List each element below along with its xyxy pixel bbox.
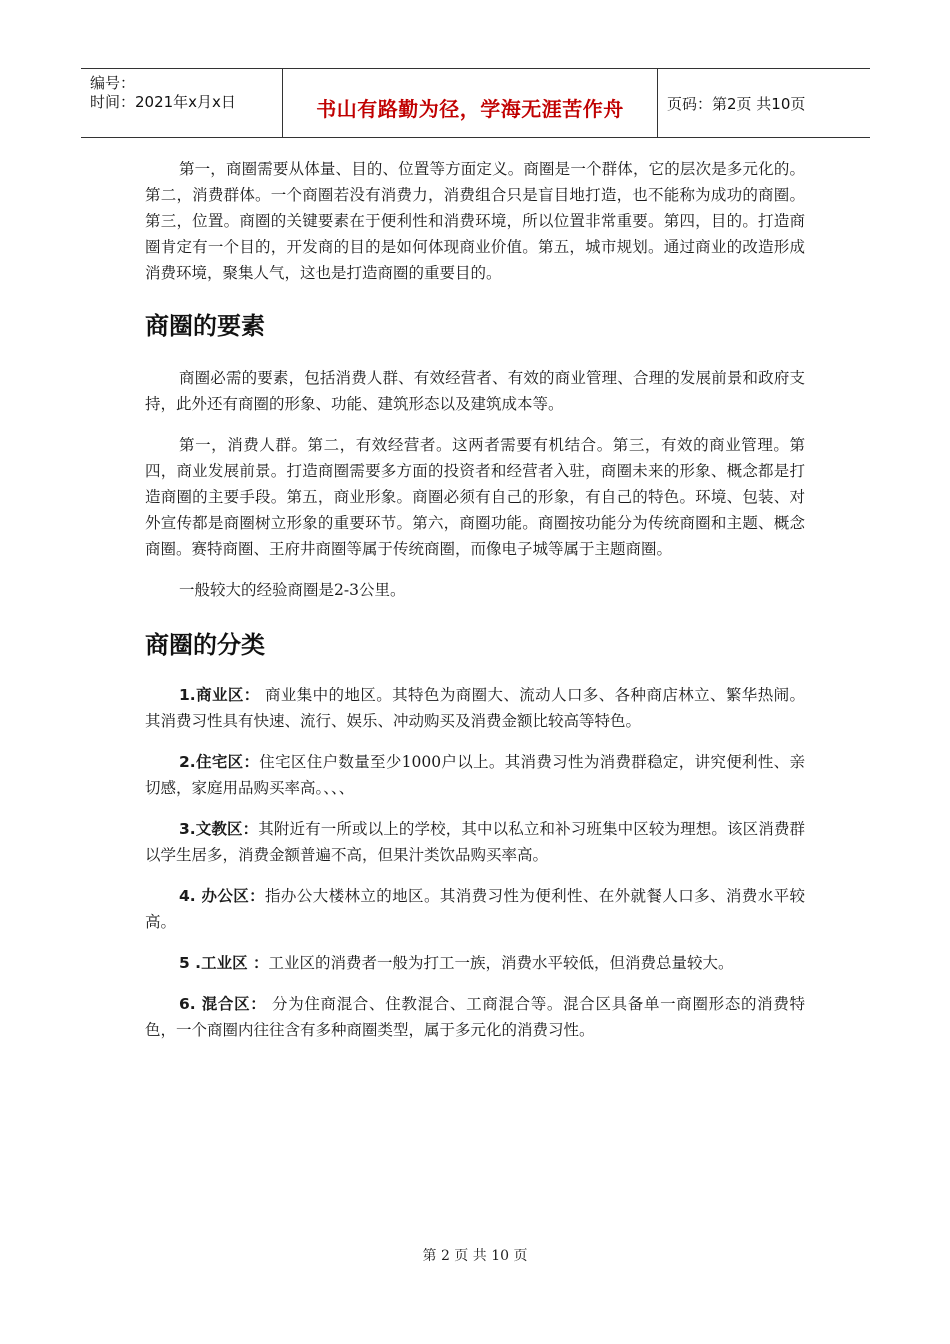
category-item — [145, 682, 805, 734]
document-body — [145, 156, 805, 1043]
page-footer: 第 2 页 共 10 页 — [422, 1248, 528, 1264]
category-text: 工业区的消费者一般为打工一族，消费水平较低，但消费总量较大。 — [268, 954, 734, 972]
header-info-cell — [81, 69, 281, 137]
document-number-label: 编号： — [90, 74, 136, 92]
category-label: 6. 混合区： — [179, 995, 267, 1013]
document-header — [81, 68, 870, 138]
body-paragraph: 商圈必需的要素，包括消费人群、有效经营者、有效的商业管理、合理的发展前景和政府支持，此外还有商圈的形象、功能、建筑形态以及建筑成本等。 — [145, 369, 805, 413]
category-item — [145, 749, 805, 801]
category-label: 2.住宅区： — [179, 753, 260, 771]
header-page-info: 页码：第2页 共10页 — [667, 95, 806, 113]
category-item — [145, 950, 805, 976]
category-label: 4. 办公区： — [179, 887, 266, 905]
section-heading-categories: 商圈的分类 — [145, 631, 265, 659]
category-text: 分为住商混合、住教混合、工商混合等。混合区具备单一商圈形态的消费特色，一个商圈内往往含有多种商圈类型，属于多元化的消费习性。 — [145, 995, 805, 1039]
section-heading-elements: 商圈的要素 — [145, 312, 265, 340]
header-page-cell — [657, 69, 870, 137]
header-motto-cell — [282, 69, 658, 137]
category-text: 指办公大楼林立的地区。其消费习性为便利性、在外就餐人口多、消费水平较高。 — [145, 887, 805, 931]
category-item — [145, 991, 805, 1043]
category-item — [145, 883, 805, 935]
body-paragraph: 第一，消费人群。第二，有效经营者。这两者需要有机结合。第三，有效的商业管理。第四，商业发展前景。打造商圈需要多方面的投资者和经营者入驻，商圈未来的形象、概念都是打造商圈的主要手段。第五，商业形象。商圈必须有自己的形象，有自己的特色。环境、包装、对外宣传都是商圈树立形象的重要环节。第六，商圈功能。商圈按功能分为传统商圈和主题、概念商圈。赛特商圈、王府井商圈等属于传统商圈，而像电子城等属于主题商圈。 — [145, 436, 805, 558]
category-text: 商业集中的地区。其特色为商圈大、流动人口多、各种商店林立、繁华热闹。其消费习性具有快速、流行、娱乐、冲动购买及消费金额比较高等特色。 — [145, 686, 805, 730]
category-label: 5 .工业区 ： — [179, 954, 269, 972]
category-item — [145, 816, 805, 868]
category-text: 其附近有一所或以上的学校，其中以私立和补习班集中区较为理想。该区消费群以学生居多，消费金额普遍不高，但果汁类饮品购买率高。 — [145, 820, 805, 864]
body-paragraph: 一般较大的经验商圈是2-3公里。 — [179, 581, 406, 599]
document-time-label: 时间：2021年x月x日 — [90, 93, 236, 111]
category-label: 3.文教区： — [179, 820, 259, 838]
header-motto: 书山有路勤为径，学海无涯苦作舟 — [316, 97, 624, 121]
category-text: 住宅区住户数量至少1000户以上。其消费习性为消费群稳定，讲究便利性、亲切感，家庭用品购买率高。、、、 — [145, 753, 805, 797]
category-label: 1.商业区： — [179, 686, 260, 704]
intro-paragraph: 第一，商圈需要从体量、目的、位置等方面定义。商圈是一个群体，它的层次是多元化的。第二，消费群体。一个商圈若没有消费力，消费组合只是盲目地打造，也不能称为成功的商圈。第三，位置。商圈的关键要素在于便利性和消费环境，所以位置非常重要。第四，目的。打造商圈肯定有一个目的，开发商的目的是如何体现商业价值。第五，城市规划。通过商业的改造形成消费环境，聚集人气，这也是打造商圈的重要目的。 — [145, 160, 805, 282]
